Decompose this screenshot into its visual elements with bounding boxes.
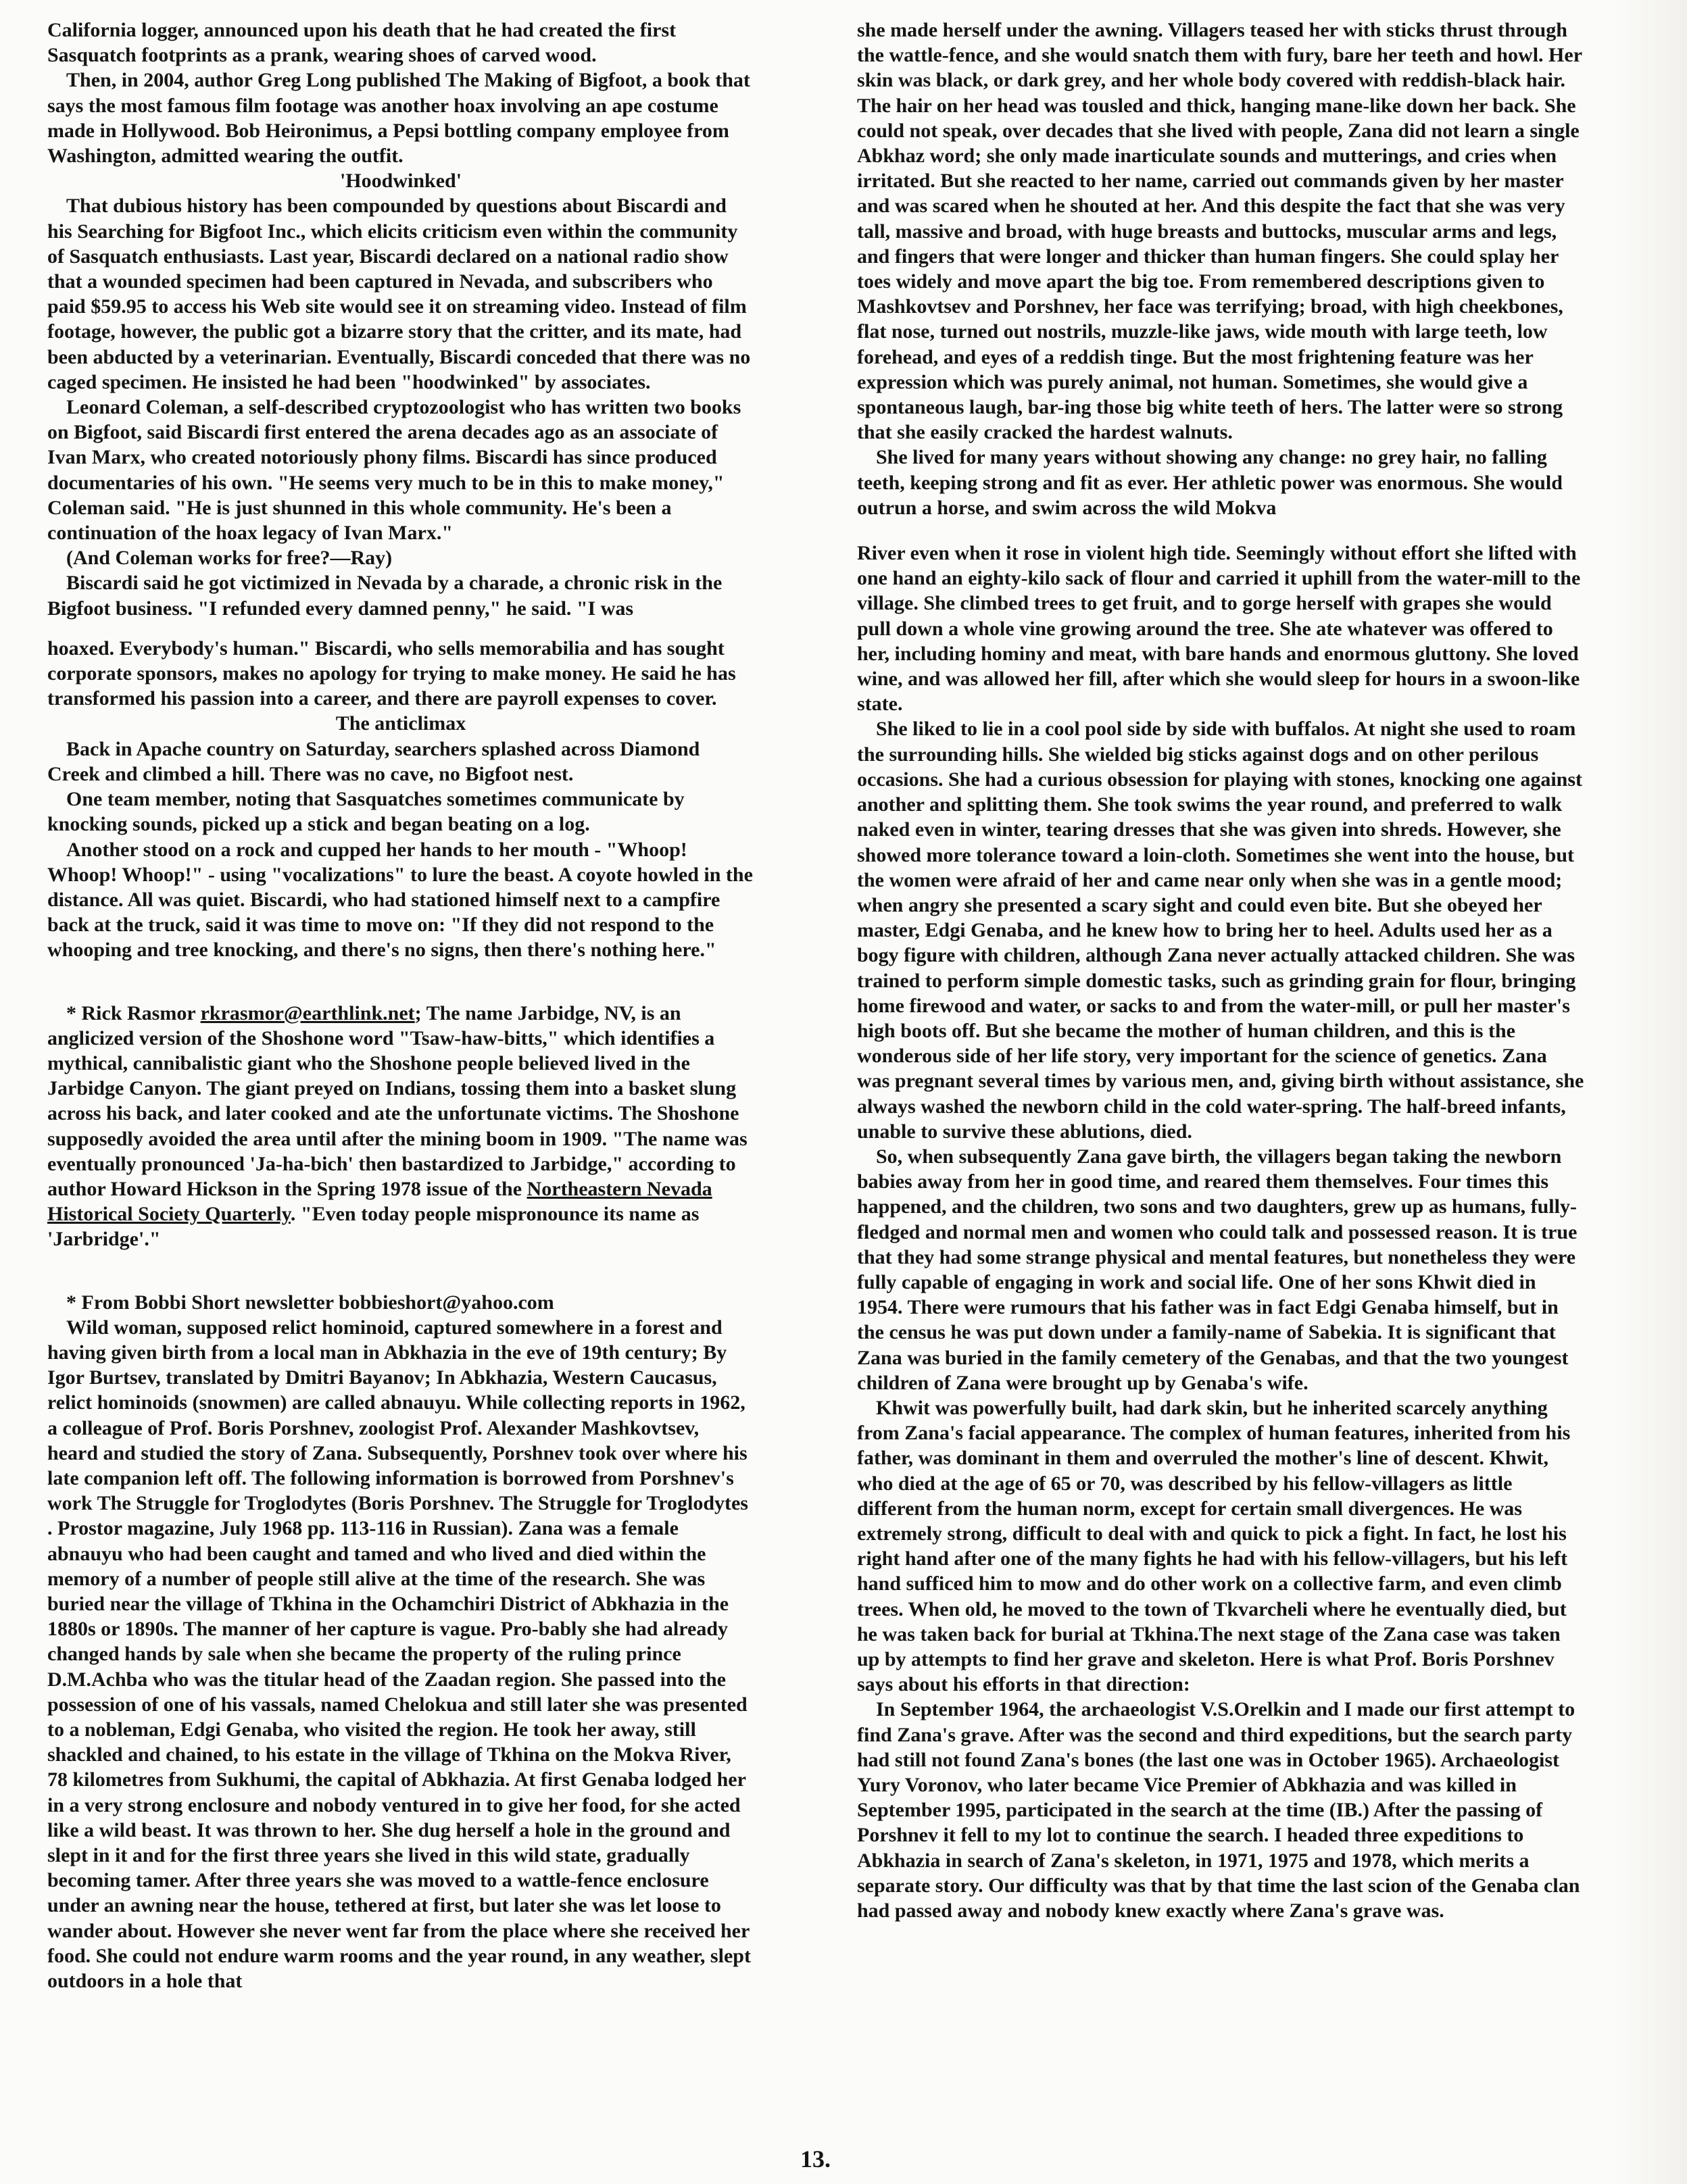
paragraph: That dubious history has been compounded by questions about Biscardi and his Searching for Bigfoot Inc., which elicits criticism even within the community of Sasquatch enthusiasts. Last year, Biscardi declared on a national radio show that a wounded specimen had been captured in Nevada, and subscribers who paid $59.95 to access his Web site would see it on streaming video. Instead of film footage, however, the public got a bizarre story that the critter, and its mate, had been abducted by a veterinarian. Eventually, Biscardi conceded that there was no caged specimen. He insisted he had been "hoodwinked" by associates.	[47, 195, 751, 393]
paragraph: Then, in 2004, author Greg Long published The Making of Bigfoot, a book that says the most famous film footage was another hoax involving an ape costume made in Hollywood. Bob Heironimus, a Pepsi bottling company employee from Washington, admitted wearing the outfit.	[47, 69, 750, 168]
page-gutter-shadow	[1615, 0, 1687, 2184]
editor-note: (And Coleman works for free?—Ray)	[66, 547, 393, 570]
paragraph: Biscardi said he got victimized in Nevada by a charade, a chronic risk in the Bigfoot business. "I refunded every damned penny," he said. "I was	[47, 572, 723, 620]
section-heading-anticlimax: The anticlimax	[335, 712, 466, 735]
paragraph: Wild woman, supposed relict hominoid, captured somewhere in a forest and having given birth from a local man in Abkhazia in the eve of 19th century; By Igor Burtsev, translated by Dmitri Bayanov; In Abkhazia, Western Caucasus, relict hominoids (snowmen) are called abnauyu. While collecting reports in 1962, a colleague of Prof. Boris Porshnev, zoologist Prof. Alexander Mashkovtsev, heard and studied the story of Zana. Subsequently, Porshnev took over where his late companion left off. The following information is borrowed from Porshnev's work The Struggle for Troglodytes (Boris Porshnev. The Struggle for Troglodytes . Prostor magazine, July 1968 pp. 113-116 in Russian). Zana was a female abnauyu who had been caught and tamed and who lived and died within the memory of a number of people still alive at the time of the research. She was buried near the village of Tkhina in the Ochamchiri District of Abkhazia in the 1880s or 1890s. The manner of her capture is vague. Pro-bably she had already changed hands by sale when she became the property of the ruling prince D.M.Achba who was the titular head of the Zaadan region. She passed into the possession of one of his vassals, named Chelokua and still later she was presented to a nobleman, Edgi Genaba, who visited the region. He took her away, still shackled and chained, to his estate in the village of Tkhina on the Mokva River, 78 kilometres from Sukhumi, the capital of Abkhazia. At first Genaba lodged her in a very strong enclosure and nobody ventured in to give her food, for she acted like a wild beast. It was thrown to her. She dug herself a hole in the ground and slept in it and for the first three years she lived in this wild state, gradually becoming tamer. After three years she was moved to a wattle-fence enclosure under an awning near the house, tethered at first, but later she was let loose to wander about. However she never went far from the place where she received her food. She could not endure warm rooms and the year round, in any weather, slept outdoors in a hole that	[47, 1316, 751, 1993]
left-column	[47, 18, 754, 1993]
paragraph: Khwit was powerfully built, had dark skin, but he inherited scarcely anything from Zana's facial appearance. The complex of human features, inherited from his father, was dominant in them and overruled the mother's line of descent. Khwit, who died at the age of 65 or 70, was described by his fellow-villagers as little different from the human norm, except for certain small divergences. He was extremely strong, difficult to deal with and quick to pick a fight. In fact, he lost his right hand after one of the many fights he had with his fellow-villagers, but his left hand sufficed him to mow and do other work on a collective farm, and even climb trees. When old, he moved to the town of Tkvarcheli where he eventually died, but he was taken back for burial at Tkhina.The next stage of the Zana case was taken up by attempts to find her grave and skeleton. Here is what Prof. Boris Porshnev says about his efforts in that direction:	[857, 1396, 1571, 1696]
paragraph: Another stood on a rock and cupped her hands to her mouth - "Whoop! Whoop! Whoop!" - using "vocalizations" to lure the beast. A coyote howled in the distance. All was quiet. Biscardi, who had stationed himself next to a campfire back at the truck, said it was time to move on: "If they did not respond to the whooping and tree knocking, and there's no signs, then there's nothing here."	[47, 838, 753, 962]
paragraph: One team member, noting that Sasquatches sometimes communicate by knocking sounds, picked up a stick and began beating on a log.	[47, 788, 685, 836]
paragraph: Back in Apache country on Saturday, searchers splashed across Diamond Creek and climbed a hill. There was no cave, no Bigfoot nest.	[47, 737, 700, 785]
right-column	[857, 18, 1584, 1923]
footnote-text: . "Even today people mispronounce its name as 'Jarbridge'."	[47, 1203, 700, 1251]
paragraph: So, when subsequently Zana gave birth, the villagers began taking the newborn babies away from her in good time, and reared them themselves. Four times this happened, and the children, two sons and two daughters, grew up as humans, fully-fledged and normal men and women who could talk and possessed reason. It is true that they had some strange physical and mental features, but nonetheless they were fully capable of engaging in work and social life. One of her sons Khwit died in 1954. There were rumours that his father was in fact Edgi Genaba himself, but in the census he was put down under a family-name of Sabekia. It is significant that Zana was buried in the family cemetery of the Genabas, and that the two youngest children of Zana were brought up by Genaba's wife.	[857, 1145, 1578, 1394]
paragraph: she made herself under the awning. Villagers teased her with sticks thrust through the wattle-fence, and she would snatch them with fury, bare her teeth and howl. Her skin was black, or dark grey, and her whole body covered with reddish-black hair. The hair on her head was tousled and thick, hanging mane-like down her back. She could not speak, over decades that she lived with people, Zana did not learn a single Abkhaz word; she only made inarticulate sounds and mutterings, and cries when irritated. But she reacted to her name, carried out commands given by her master and was scared when he shouted at her. And this despite the fact that she was very tall, massive and broad, with huge breasts and buttocks, muscular arms and legs, and fingers that were longer and thicker than human fingers. She could splay her toes widely and move apart the big toe. From remembered descriptions given to Mashkovtsev and Porshnev, her face was terrifying; broad, with high cheekbones, flat nose, turned out nostrils, muzzle-like jaws, wide mouth with large teeth, low forehead, and eyes of a reddish tinge. But the most frightening feature was her expression which was purely animal, not human. Sometimes, she would give a spontaneous laugh, bar-ing those big white teeth of hers. The latter were so strong that she easily cracked the hardest walnuts.	[857, 19, 1582, 444]
paragraph: hoaxed. Everybody's human." Biscardi, who sells memorabilia and has sought corporate sponsors, makes no apology for trying to make money. He said he has transformed his passion into a career, and there are payroll expenses to cover.	[47, 637, 736, 710]
footnote-jarbidge	[47, 1001, 754, 1252]
paragraph: River even when it rose in violent high tide. Seemingly without effort she lifted with one hand an eighty-kilo sack of flour and carried it uphill from the water-mill to the village. She climbed trees to get fruit, and to gorge herself with grapes she would pull down a whole vine growing around the tree. She ate whatever was offered to her, including hominy and meat, with bare hands and enormous gluttony. She loved wine, and was allowed her fill, after which she would sleep for hours in a swoon-like state.	[857, 542, 1581, 716]
paragraph: Leonard Coleman, a self-described cryptozoologist who has written two books on Bigfoot, said Biscardi first entered the arena decades ago as an associate of Ivan Marx, who created notoriously phony films. Biscardi has since produced documentaries of his own. "He seems very much to be in this to make money," Coleman said. "He is just shunned in this whole community. He's been a continuation of the hoax legacy of Ivan Marx."	[47, 396, 741, 545]
paragraph: She liked to lie in a cool pool side by side with buffalos. At night she used to roam the surrounding hills. She wielded big sticks against dogs and on other perilous occasions. She had a curious obsession for playing with stones, knocking one against another and splitting them. She took swims the year round, and preferred to walk naked even in winter, tearing dresses that she was given into shreds. However, she showed more tolerance toward a loin-cloth. Sometimes she went into the house, but the women were afraid of her and came near only when she was in a gentle mood; when angry she presented a scary sight and could even bite. But she obeyed her master, Edgi Genaba, and he knew how to bring her to heel. Adults used her as a bogy figure with children, although Zana never actually attacked children. She was trained to perform simple domestic tasks, such as grinding grain for flour, bringing home firewood and water, or sacks to and from the water-mill, or pull her master's high boots off. But she became the mother of human children, and this is the wonderous side of her life story, very important for the science of genetics. Zana was pregnant several times by various men, and, giving birth without assistance, she always washed the newborn child in the cold water-spring. The half-breed infants, unable to survive these ablutions, died.	[857, 718, 1584, 1143]
page-number: 13.	[800, 2145, 831, 2173]
paragraph: California logger, announced upon his death that he had created the first Sasquatch footprints as a prank, wearing shoes of carved wood.	[47, 19, 677, 67]
paragraph: In September 1964, the archaeologist V.S.Orelkin and I made our first attempt to find Zana's grave. After was the second and third expeditions, but the search party had still not found Zana's bones (the last one was in October 1965). Archaeologist Yury Voronov, who later became Vice Premier of Abkhazia and was killed in September 1995, participated in the search at the time (IB.) After the passing of Porshnev it fell to my lot to continue the search. I headed three expeditions to Abkhazia in search of Zana's skeleton, in 1971, 1975 and 1978, which merits a separate story. Our difficulty was that by that time the last scion of the Genaba clan had passed away and nobody knew exactly where Zana's grave was.	[857, 1698, 1580, 1922]
journal-title: Northeastern Nevada Historical Society Quarterly	[47, 1177, 712, 1226]
footnote-text: * Rick Rasmor	[66, 1001, 201, 1024]
source-credit: * From Bobbi Short newsletter bobbieshort@yahoo.com	[66, 1291, 554, 1314]
section-heading-hoodwinked: 'Hoodwinked'	[339, 170, 462, 193]
paragraph: She lived for many years without showing any change: no grey hair, no falling teeth, keeping strong and fit as ever. Her athletic power was enormous. She would outrun a horse, and swim across the wild Mokva	[857, 446, 1563, 519]
footnote-text: ; The name Jarbidge, NV, is an anglicized version of the Shoshone word "Tsaw-haw-bitts," which identifies a mythical, cannibalistic giant who the Shoshone people believed lived in the Jarbidge Canyon. The giant preyed on Indians, tossing them into a basket slung across his back, and later cooked and ate the unfortunate victims. The Shoshone supposedly avoided the area until after the mining boom in 1909. "The name was eventually pronounced 'Ja-ha-bich' then bastardized to Jarbidge," according to author Howard Hickson in the Spring 1978 issue of the	[47, 1001, 748, 1200]
email-link[interactable]: rkrasmor@earthlink.net	[200, 1001, 415, 1024]
